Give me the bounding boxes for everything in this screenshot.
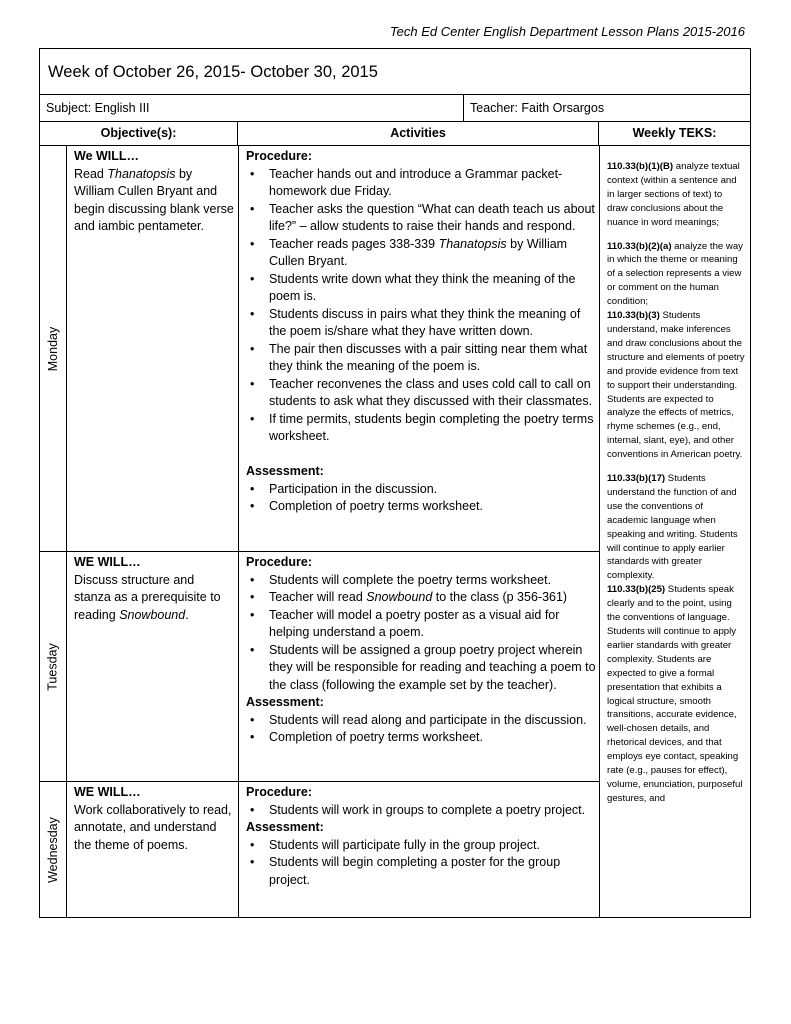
day-name: Monday <box>46 326 61 371</box>
assessment-item: • Students will participate fully in the group project. <box>246 837 596 855</box>
subject-cell <box>40 95 464 121</box>
week-title-box <box>39 48 751 94</box>
assessment-item: • Completion of poetry terms worksheet. <box>246 729 596 747</box>
assessment-item: • Participation in the discussion. <box>246 481 596 499</box>
week-title: Week of October 26, 2015- October 30, 2015 <box>48 63 378 81</box>
procedure-list <box>246 572 596 695</box>
teacher-label: Teacher: Faith Orsargos <box>470 101 605 115</box>
objective-tuesday <box>74 554 234 624</box>
procedure-item: • Teacher reconvenes the class and uses cold call to call on students to ask what they discussed with their classmates. <box>246 376 596 411</box>
teks-code: 110.33(b)(25) <box>607 584 666 596</box>
assessment-label: Assessment: <box>246 464 324 478</box>
assessment-item: • Students will begin completing a poster for the group project. <box>246 854 596 889</box>
procedure-list <box>246 802 596 820</box>
lesson-grid <box>39 146 751 918</box>
activities-wednesday <box>246 784 596 889</box>
procedure-item: • Students discuss in pairs what they think the meaning of the poem is/share what they have written down. <box>246 306 596 341</box>
subject-teacher-row <box>39 94 751 122</box>
teks-code: 110.33(b)(3) <box>607 310 660 322</box>
teks-item <box>607 472 745 583</box>
activities-monday <box>246 148 596 516</box>
procedure-item <box>246 589 596 607</box>
procedure-text-italic: Thanatopsis <box>438 236 507 251</box>
objective-text-part: . <box>185 607 189 622</box>
procedure-list <box>246 166 596 446</box>
row-divider <box>40 781 599 782</box>
procedure-item: • If time permits, students begin completing the poetry terms worksheet. <box>246 411 596 446</box>
day-name: Wednesday <box>46 816 61 883</box>
teks-item <box>607 583 745 806</box>
procedure-item: • Teacher will model a poetry poster as a visual aid for helping understand a poem. <box>246 607 596 642</box>
objective-text <box>74 572 234 625</box>
procedure-item: • Students write down what they think the meaning of the poem is. <box>246 271 596 306</box>
teks-text: Students understand, make inferences and draw conclusions about the structure and elements of poetry and provide evidence from text to support their understanding. Students are expected to analyze the effects of metrics, rhyme schemes (e.g., end, internal, slant, eye), and other conventions in American poetry. <box>607 310 745 461</box>
objective-text: Work collaboratively to read, annotate, and understand the theme of poems. <box>74 802 232 852</box>
procedure-text-part: to the class (p 356-361) <box>432 590 568 604</box>
teks-text: Students understand the function of and use the conventions of academic language when speaking and writing. Students will continue to apply earlier standards with greater complexity. <box>607 473 738 582</box>
day-label-wednesday <box>40 782 66 917</box>
grid-divider <box>238 146 239 917</box>
teks-code: 110.33(b)(17) <box>607 473 666 485</box>
procedure-text-part: Teacher will read <box>269 590 367 604</box>
assessment-list <box>246 481 596 516</box>
objective-lead: We WILL… <box>74 149 140 163</box>
teks-item <box>607 160 745 230</box>
grid-divider <box>599 146 600 917</box>
procedure-item: • Teacher asks the question “What can death teach us about life?” – allow students to raise their hands and respond. <box>246 201 596 236</box>
subject-label: Subject: English III <box>46 101 150 115</box>
objective-wednesday <box>74 784 234 854</box>
assessment-item: • Completion of poetry terms worksheet. <box>246 498 596 516</box>
teks-header: Weekly TEKS: <box>632 126 717 140</box>
assessment-item: • Students will read along and participate in the discussion. <box>246 712 596 730</box>
procedure-label: Procedure: <box>246 555 312 569</box>
procedure-label: Procedure: <box>246 785 312 799</box>
assessment-list <box>246 837 596 890</box>
activities-tuesday <box>246 554 596 747</box>
procedure-item: • Students will work in groups to complete a poetry project. <box>246 802 596 820</box>
teks-code: 110.33(b)(2)(a) <box>607 240 672 252</box>
row-divider <box>40 551 599 552</box>
teks-text: Students speak clearly and to the point, using the conventions of language. Students will continue to apply earlier standards with greater complexity. Students are expected to give a formal presentation that exhibits a logical structure, smooth transitions, accurate evidence, well-chosen details, and rhetorical devices, and that employs eye contact, speaking rate (e.g., pauses for effect), volume, enunciation, purposeful gestures, and <box>607 584 743 804</box>
objective-text-italic: Thanatopsis <box>107 166 176 181</box>
procedure-label: Procedure: <box>246 149 312 163</box>
column-header-row <box>39 122 751 146</box>
page-header: Tech Ed Center English Department Lesson Plans 2015-2016 <box>389 24 745 39</box>
procedure-text-part: by William Cullen Bryant. <box>269 236 568 268</box>
objective-monday <box>74 148 234 236</box>
objective-text <box>74 166 234 236</box>
teacher-cell <box>464 95 750 121</box>
procedure-item <box>246 236 596 271</box>
assessment-list <box>246 712 596 747</box>
objective-text-italic: Snowbound <box>119 607 186 622</box>
teks-list <box>607 160 745 806</box>
objective-text-part: Discuss structure and stanza as a prerequisite to reading <box>74 572 221 622</box>
day-label-monday <box>40 146 66 551</box>
procedure-item: • The pair then discusses with a pair sitting near them what they think the meaning of the poem is. <box>246 341 596 376</box>
procedure-text-italic: Snowbound <box>366 590 433 604</box>
teks-item <box>607 240 745 310</box>
assessment-label: Assessment: <box>246 820 324 834</box>
day-label-tuesday <box>40 552 66 781</box>
assessment-label: Assessment: <box>246 695 324 709</box>
objectives-header: Objective(s): <box>40 122 238 145</box>
objective-text-part: Read <box>74 166 108 181</box>
teks-code: 110.33(b)(1)(B) <box>607 161 674 172</box>
procedure-item: • Students will be assigned a group poetry project wherein they will be responsible for reading and teaching a poem to the class (following the example set by the teacher). <box>246 642 596 695</box>
grid-divider <box>66 146 67 917</box>
activities-header: Activities <box>238 122 599 145</box>
procedure-item: • Teacher hands out and introduce a Grammar packet- homework due Friday. <box>246 166 596 201</box>
teks-text: analyze textual context (within a sentence and in larger sections of text) to draw conclusions about the nuance in word meanings; <box>607 161 740 228</box>
objective-lead: WE WILL… <box>74 555 141 569</box>
procedure-text-part: Teacher reads pages 338-339 <box>269 236 439 251</box>
objective-lead: WE WILL… <box>74 785 141 799</box>
teks-text: analyze the way in which the theme or meaning of a selection represents a view or comment on the human condition; <box>607 240 743 308</box>
procedure-item: • Students will complete the poetry terms worksheet. <box>246 572 596 590</box>
teks-item <box>607 309 745 462</box>
objective-text-part: by William Cullen Bryant and begin discussing blank verse and iambic pentameter. <box>74 166 234 233</box>
day-name: Tuesday <box>46 642 61 691</box>
